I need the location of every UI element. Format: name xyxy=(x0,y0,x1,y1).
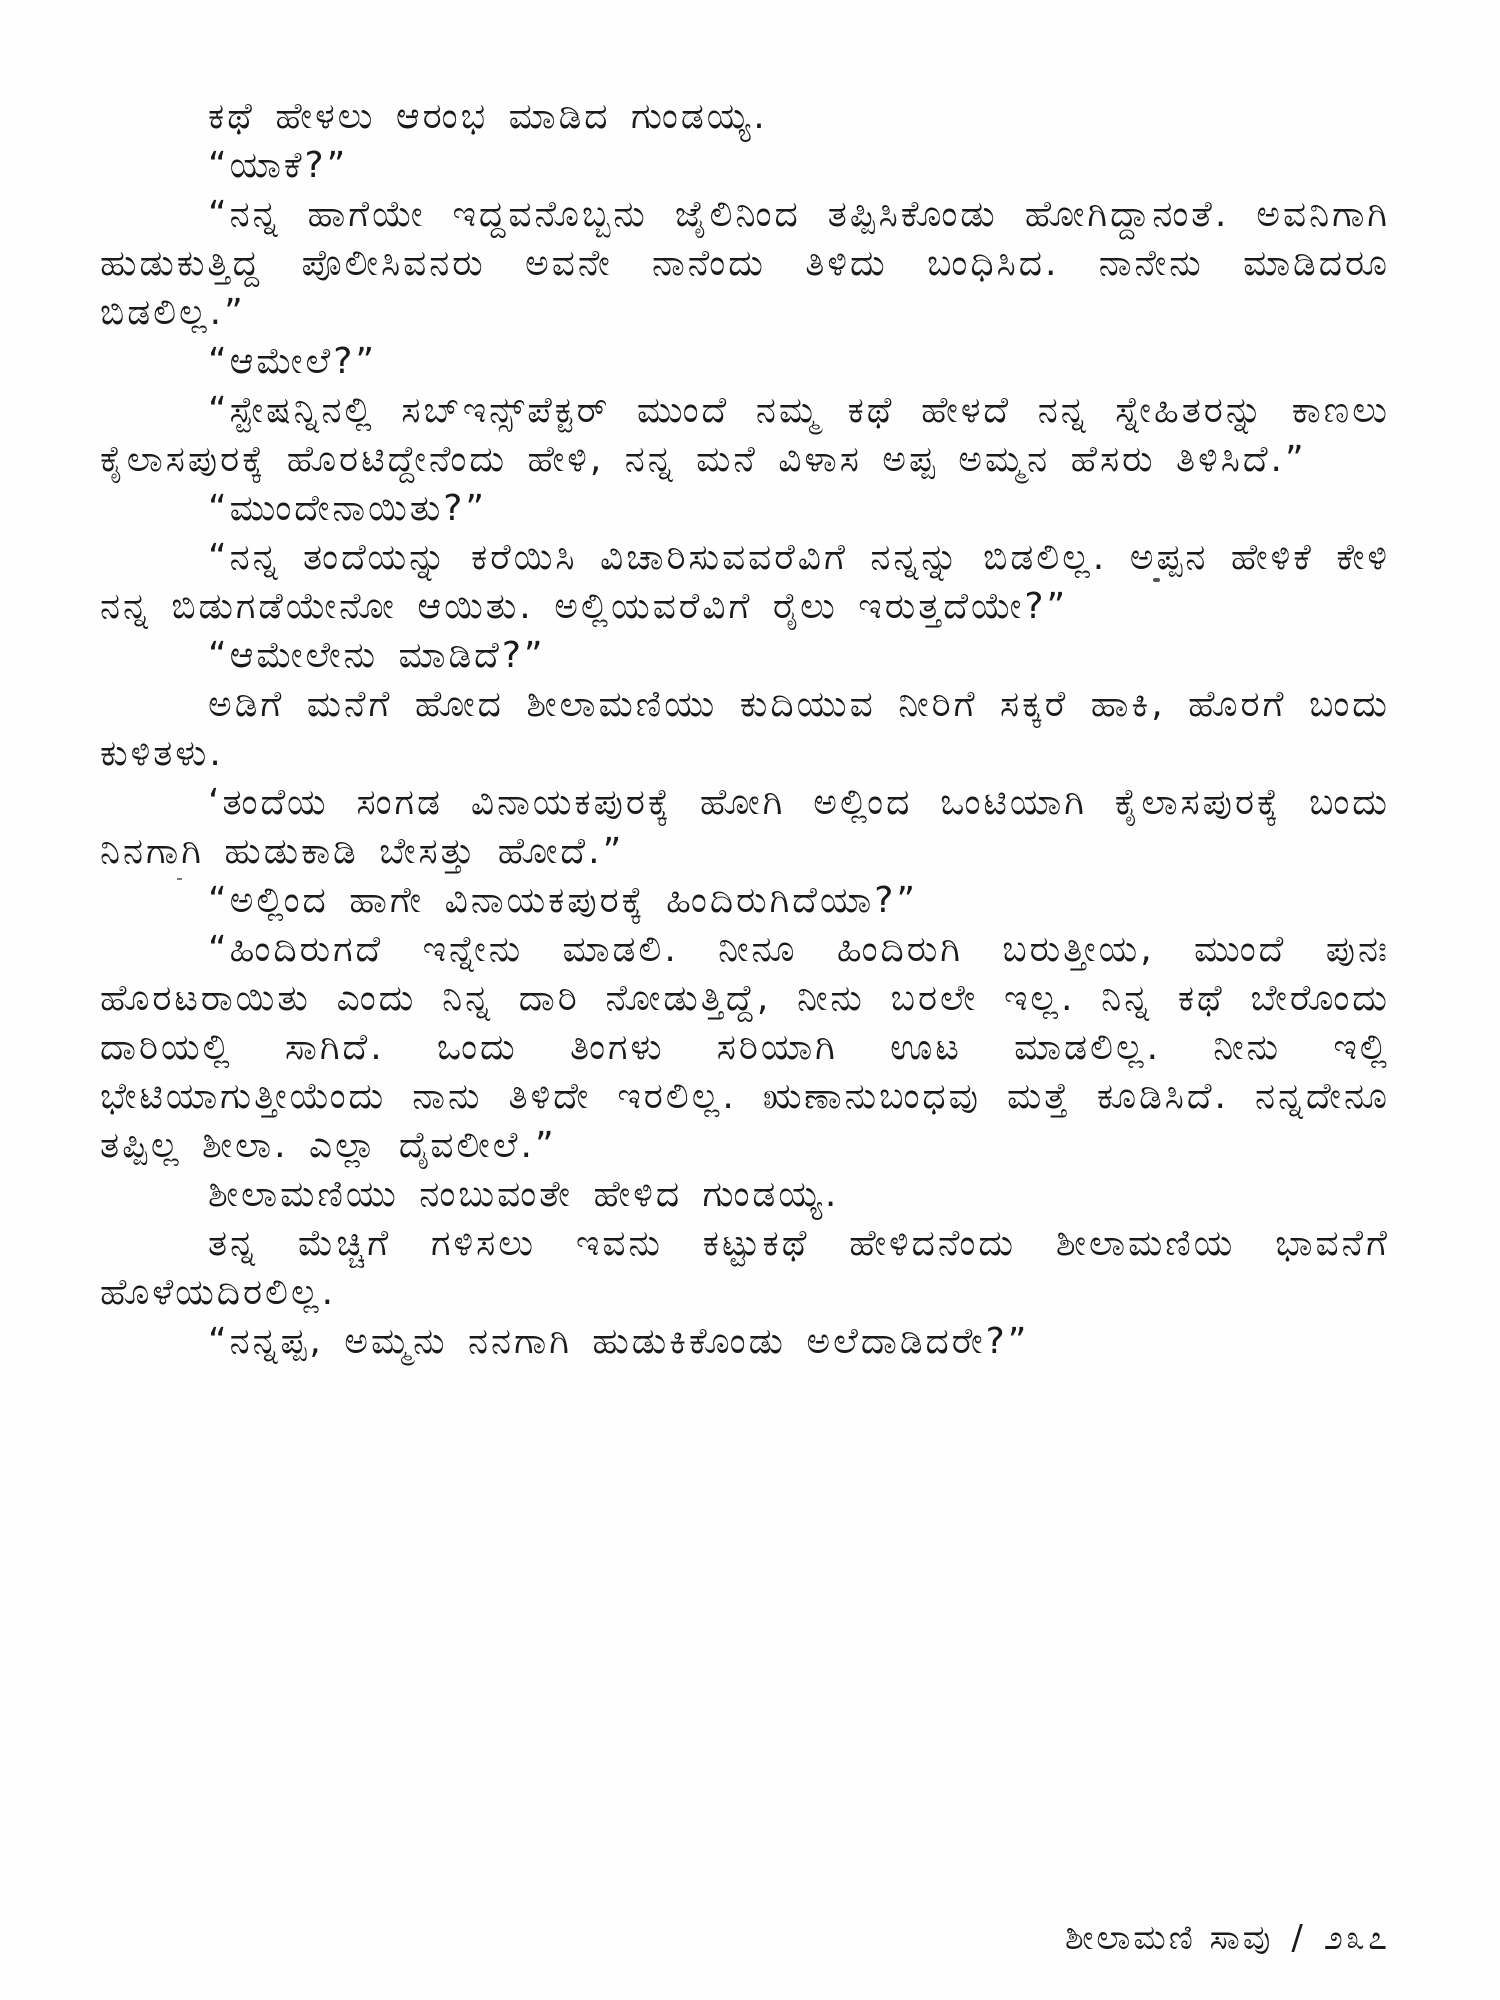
footer-separator: / xyxy=(1291,1918,1306,1958)
page-footer xyxy=(1065,1918,1390,1958)
paragraph-13: ಶೀಲಾಮಣಿಯು ನಂಬುವಂತೇ ಹೇಳಿದ ಗುಂಡಯ್ಯ. xyxy=(208,1174,840,1215)
print-speck xyxy=(177,878,182,880)
page-number: ೨೩೭ xyxy=(1323,1918,1390,1958)
paragraph-4: “ಆಮೇಲೆ?” xyxy=(208,341,377,382)
print-speck xyxy=(1153,578,1160,582)
paragraph-6: “ಮುಂದೇನಾಯಿತು?” xyxy=(208,488,488,529)
paragraph-5: “ಸ್ಟೇಷನ್ನಿನಲ್ಲಿ ಸಬ್‌ಇನ್ಸ್‌ಪೆಕ್ಟರ್ ಮುಂದೆ ನಮ್ಮ ಕಥೆ ಹೇಳದೆ ನನ್ನ ಸ್ನೇಹಿತರನ್ನು ಕಾಣಲು ಕೈಲಾಸಪುರಕ್ಕೆ ಹೊರಟಿದ್ದೇನೆಂದು ಹೇಳಿ, ನನ್ನ ಮನೆ ವಿಳಾಸ ಅಪ್ಪ ಅಮ್ಮನ ಹೆಸರು ತಿಳಿಸಿದೆ.” xyxy=(100,390,1390,480)
book-title: ಶೀಲಾಮಣಿ ಸಾವು xyxy=(1064,1918,1274,1958)
paragraph-9: ಅಡಿಗೆ ಮನೆಗೆ ಹೋದ ಶೀಲಾಮಣಿಯು ಕುದಿಯುವ ನೀರಿಗೆ ಸಕ್ಕರೆ ಹಾಕಿ, ಹೊರಗೆ ಬಂದು ಕುಳಿತಳು. xyxy=(100,684,1390,774)
paragraph-8: “ಆಮೇಲೇನು ಮಾಡಿದೆ?” xyxy=(208,635,546,676)
paragraph-14: ತನ್ನ ಮೆಚ್ಚಿಗೆ ಗಳಿಸಲು ಇವನು ಕಟ್ಟುಕಥೆ ಹೇಳಿದನೆಂದು ಶೀಲಾಮಣಿಯ ಭಾವನೆಗೆ ಹೊಳೆಯದಿರಲಿಲ್ಲ. xyxy=(100,1223,1390,1313)
paragraph-15: “ನನ್ನಪ್ಪ, ಅಮ್ಮನು ನನಗಾಗಿ ಹುಡುಕಿಕೊಂಡು ಅಲೆದಾಡಿದರೇ?” xyxy=(208,1321,1030,1362)
body-text xyxy=(100,92,1390,1366)
paragraph-11: “ಅಲ್ಲಿಂದ ಹಾಗೇ ವಿನಾಯಕಪುರಕ್ಕೆ ಹಿಂದಿರುಗಿದೆಯಾ?” xyxy=(208,880,919,921)
paragraph-12: “ಹಿಂದಿರುಗದೆ ಇನ್ನೇನು ಮಾಡಲಿ. ನೀನೂ ಹಿಂದಿರುಗಿ ಬರುತ್ತೀಯ, ಮುಂದೆ ಪುನಃ ಹೊರಟರಾಯಿತು ಎಂದು ನಿನ್ನ ದಾರಿ ನೋಡುತ್ತಿದ್ದೆ, ನೀನು ಬರಲೇ ಇಲ್ಲ. ನಿನ್ನ ಕಥೆ ಬೇರೊಂದು ದಾರಿಯಲ್ಲಿ ಸಾಗಿದೆ. ಒಂದು ತಿಂಗಳು ಸರಿಯಾಗಿ ಊಟ ಮಾಡಲಿಲ್ಲ. ನೀನು ಇಲ್ಲಿ ಭೇಟಿಯಾಗುತ್ತೀಯೆಂದು ನಾನು ತಿಳಿದೇ ಇರಲಿಲ್ಲ. ಋಣಾನುಬಂಧವು ಮತ್ತೆ ಕೂಡಿಸಿದೆ. ನನ್ನದೇನೂ ತಪ್ಪಿಲ್ಲ ಶೀಲಾ. ಎಲ್ಲಾ ದೈವಲೀಲೆ.” xyxy=(100,929,1390,1166)
paragraph-1: ಕಥೆ ಹೇಳಲು ಆರಂಭ ಮಾಡಿದ ಗುಂಡಯ್ಯ. xyxy=(208,96,768,137)
paragraph-2: “ಯಾಕೆ?” xyxy=(208,145,349,186)
paragraph-3: “ನನ್ನ ಹಾಗೆಯೇ ಇದ್ದವನೊಬ್ಬನು ಜೈಲಿನಿಂದ ತಪ್ಪಿಸಿಕೊಂಡು ಹೋಗಿದ್ದಾನಂತೆ. ಅವನಿಗಾಗಿ ಹುಡುಕುತ್ತಿದ್ದ ಪೊಲೀಸಿವನರು ಅವನೇ ನಾನೆಂದು ತಿಳಿದು ಬಂಧಿಸಿದ. ನಾನೇನು ಮಾಡಿದರೂ ಬಿಡಲಿಲ್ಲ.” xyxy=(100,194,1390,333)
paragraph-7: “ನನ್ನ ತಂದೆಯನ್ನು ಕರೆಯಿಸಿ ವಿಚಾರಿಸುವವರೆವಿಗೆ ನನ್ನನ್ನು ಬಿಡಲಿಲ್ಲ. ಅಪ್ಪನ ಹೇಳಿಕೆ ಕೇಳಿ ನನ್ನ ಬಿಡುಗಡೆಯೇನೋ ಆಯಿತು. ಅಲ್ಲಿಯವರೆವಿಗೆ ರೈಲು ಇರುತ್ತದೆಯೇ?” xyxy=(100,537,1390,627)
paragraph-10: ‘ತಂದೆಯ ಸಂಗಡ ವಿನಾಯಕಪುರಕ್ಕೆ ಹೋಗಿ ಅಲ್ಲಿಂದ ಒಂಟಿಯಾಗಿ ಕೈಲಾಸಪುರಕ್ಕೆ ಬಂದು ನಿನಗಾಗಿ ಹುಡುಕಾಡಿ ಬೇಸತ್ತು ಹೋದೆ.” xyxy=(100,782,1390,872)
